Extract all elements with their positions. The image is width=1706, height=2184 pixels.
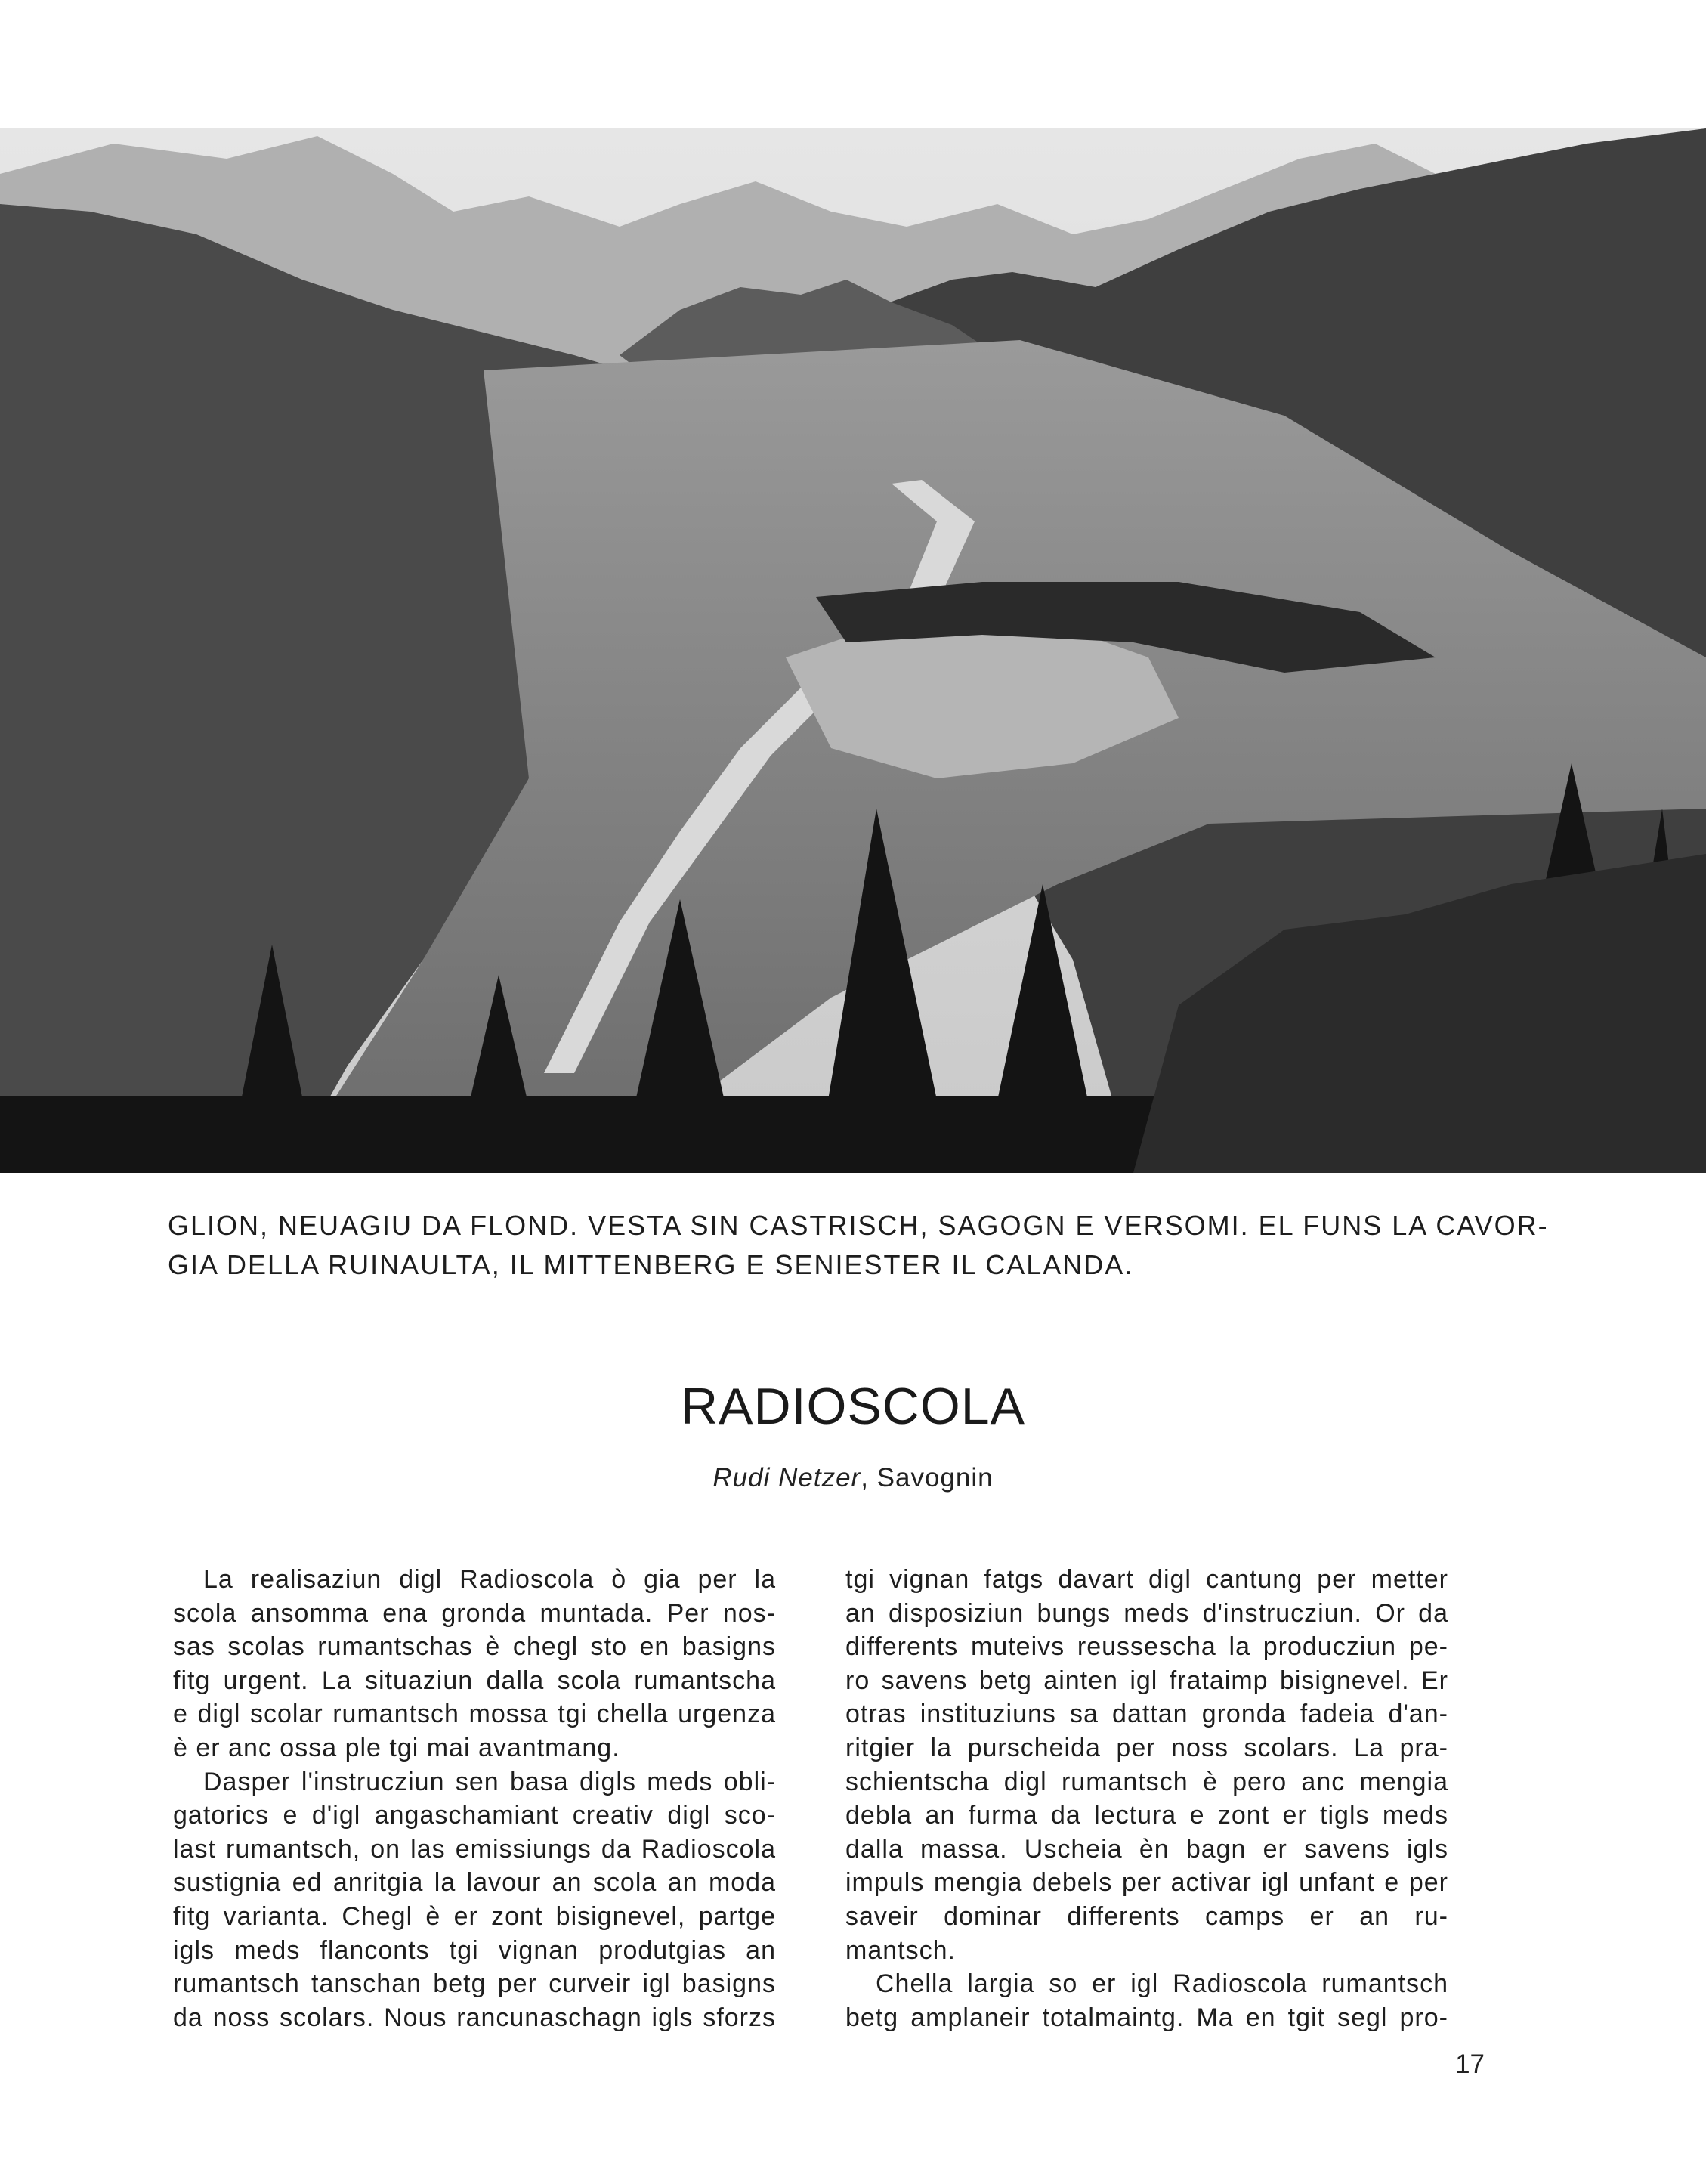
text-line: scola ansomma ena gronda muntada. Per nos- xyxy=(173,1598,776,1628)
text-line: betg amplaneir totalmaintg. Ma en tgit segl pro- xyxy=(845,2003,1448,2032)
text-line: Dasper l'instrucziun sen basa digls meds obli- xyxy=(203,1767,776,1796)
article-column-right xyxy=(845,1563,1448,2034)
photo-caption xyxy=(168,1206,1549,1285)
text-line: fitg varianta. Chegl è er zont bisignevel, partge xyxy=(173,1901,776,1931)
caption-line: GIA DELLA RUINAULTA, IL MITTENBERG E SENIESTER IL CALANDA. xyxy=(168,1249,1134,1280)
text-line: saveir dominar differents camps er an ru- xyxy=(845,1901,1448,1931)
text-line: rumantsch tanschan betg per curveir igl basigns xyxy=(173,1969,776,1999)
author-location: , Savognin xyxy=(861,1463,994,1493)
text-line: sustignia ed anritgia la lavour an scola an moda xyxy=(173,1868,776,1898)
text-line: da noss scolars. Nous rancunaschagn igls sforzs xyxy=(173,2003,776,2032)
text-line: Chella largia so er igl Radioscola rumantsch xyxy=(876,1969,1448,1999)
text-line: è er anc ossa ple tgi mai avantmang. xyxy=(173,1733,620,1762)
text-line: ro savens betg ainten igl frataimp bisignevel. Er xyxy=(845,1666,1448,1695)
text-line: schientscha digl rumantsch è pero anc mengia xyxy=(845,1767,1448,1796)
landscape-illustration xyxy=(0,128,1706,1173)
text-line: an disposiziun bungs meds d'instrucziun. Or da xyxy=(845,1598,1448,1628)
text-line: ritgier la purscheida per noss scolars. La pra- xyxy=(845,1733,1448,1762)
text-line: otras instituziuns sa dattan gronda fadeia d'an- xyxy=(845,1700,1448,1729)
author-name: Rudi Netzer xyxy=(712,1463,861,1493)
text-line: last rumantsch, on las emissiungs da Radioscola xyxy=(173,1834,776,1864)
landscape-photo xyxy=(0,128,1706,1173)
text-line: dalla massa. Uscheia èn bagn er savens igls xyxy=(845,1834,1448,1864)
text-line: e digl scolar rumantsch mossa tgi chella urgenza xyxy=(173,1700,776,1729)
caption-line: GLION, NEUAGIU DA FLOND. VESTA SIN CASTRISCH, SAGOGN E VERSOMI. EL FUNS LA CAVOR- xyxy=(168,1210,1549,1241)
page-number: 17 xyxy=(1455,2049,1485,2079)
text-line: fitg urgent. La situaziun dalla scola rumantscha xyxy=(173,1666,776,1695)
article-title: RADIOSCOLA xyxy=(681,1378,1025,1435)
text-line: igls meds flanconts tgi vignan produtgias an xyxy=(173,1935,776,1965)
text-line: sas scolas rumantschas è chegl sto en basigns xyxy=(173,1632,776,1662)
text-line: tgi vignan fatgs davart digl cantung per metter xyxy=(845,1565,1448,1594)
text-line: La realisaziun digl Radioscola ò gia per la xyxy=(203,1565,776,1594)
text-line: differents muteivs reussescha la producziun pe- xyxy=(845,1632,1448,1662)
text-line: impuls mengia debels per activar igl unfant e per xyxy=(845,1868,1448,1898)
article-column-left xyxy=(173,1563,776,2034)
text-line: gatorics e d'igl angaschamiant creativ digl sco- xyxy=(173,1801,776,1830)
text-line: debla an furma da lectura e zont er tigls meds xyxy=(845,1801,1448,1830)
byline xyxy=(0,1463,1706,1493)
text-line: mantsch. xyxy=(845,1935,956,1965)
